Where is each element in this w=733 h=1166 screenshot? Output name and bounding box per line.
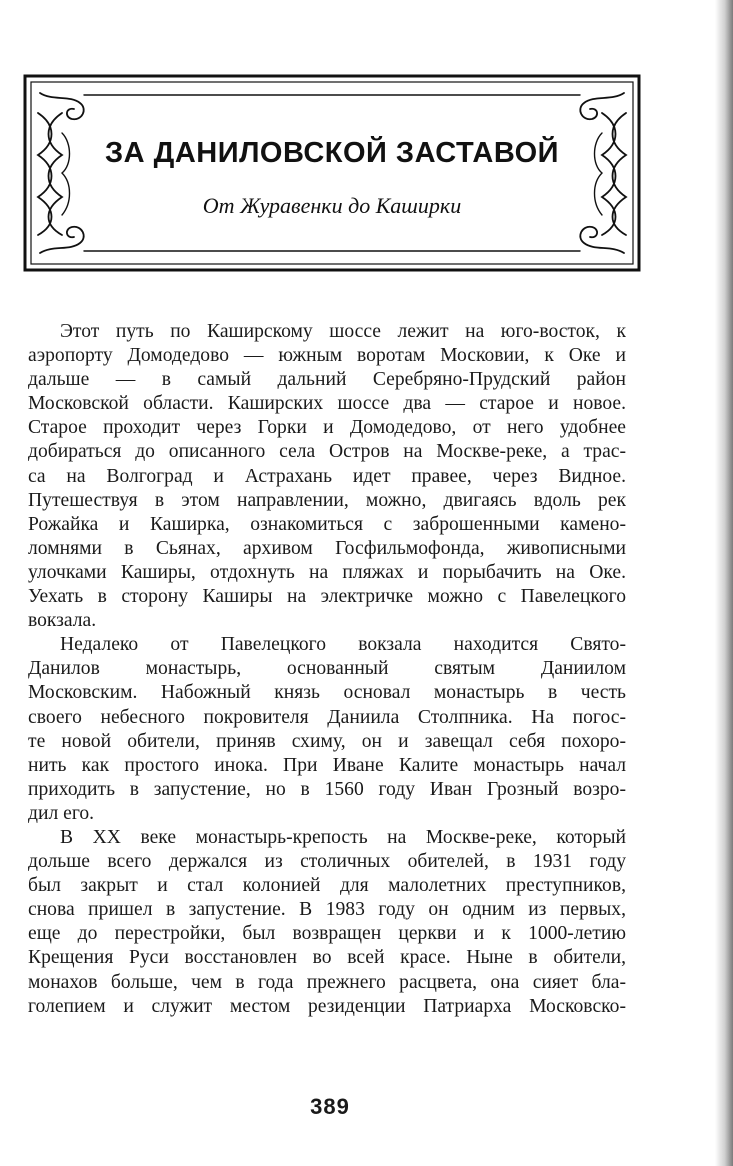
text-line: еще до перестройки, был возвращен церкви и к 1000-летию [28, 923, 626, 945]
page-number: 389 [310, 1094, 350, 1119]
text-line: своего небесного покровителя Даниила Столпника. На погос- [28, 706, 626, 728]
chapter-title: ЗА ДАНИЛОВСКОЙ ЗАСТАВОЙ [105, 137, 559, 169]
chapter-subtitle: От Журавенки до Каширки [202, 193, 462, 218]
text-line: голепием и служит местом резиденции Патриарха Московско- [28, 995, 626, 1017]
scan-edge-shadow [715, 0, 733, 1166]
text-line: Уехать в сторону Каширы на электричке можно с Павелецкого [28, 586, 626, 608]
chapter-header-frame [22, 73, 642, 273]
text-line: са на Волгоград и Астрахань идет правее, через Видное. [28, 465, 626, 487]
text-line: вокзала. [28, 610, 97, 632]
text-line: монахов больше, чем в года прежнего расцвета, она сияет бла- [28, 971, 626, 993]
text-line: Данилов монастырь, основанный святым Даниилом [28, 658, 626, 680]
paragraph [28, 826, 626, 1019]
text-line: Путешествуя в этом направлении, можно, двигаясь вдоль рек [28, 489, 626, 511]
text-line: дольше всего держался из столичных обителей, в 1931 году [28, 851, 626, 873]
text-line: дил его. [28, 802, 95, 824]
body-text [28, 320, 626, 1019]
text-line: Московским. Набожный князь основал монастырь в честь [28, 682, 626, 704]
text-line: Недалеко от Павелецкого вокзала находится Свято- [60, 634, 626, 656]
text-line: Старое проходит через Горки и Домодедово, от него удобнее [28, 417, 626, 439]
text-line: Московской области. Каширских шоссе два — старое и новое. [28, 393, 626, 415]
text-line: В XX веке монастырь-крепость на Москве-реке, который [60, 826, 626, 848]
text-line: ломнями в Сьянах, архивом Госфильмофонда, живописными [28, 537, 626, 559]
text-line: дальше — в самый дальний Серебряно-Прудский район [28, 369, 626, 391]
text-line: те новой обители, приняв схиму, он и завещал себя похоро- [28, 730, 626, 752]
text-line: аэропорту Домодедово — южным воротам Московии, к Оке и [28, 345, 626, 367]
text-line: Рожайка и Каширка, ознакомиться с заброшенными камено- [28, 513, 626, 535]
ornamental-border-icon [22, 73, 642, 273]
text-line: добираться до описанного села Остров на Москве-реке, а трас- [28, 441, 626, 463]
text-line: был закрыт и стал колонией для малолетних преступников, [28, 875, 626, 897]
paragraph [28, 633, 626, 826]
text-line: улочками Каширы, отдохнуть на пляжах и порыбачить на Оке. [28, 561, 626, 583]
text-line: нить как простого инока. При Иване Калите монастырь начал [28, 754, 626, 776]
paragraph [28, 320, 626, 633]
text-line: Этот путь по Каширскому шоссе лежит на юго-восток, к [60, 321, 626, 342]
text-line: снова пришел в запустение. В 1983 году он одним из первых, [28, 899, 626, 921]
text-line: Крещения Руси восстановлен во всей красе. Ныне в обители, [28, 947, 626, 969]
text-line: приходить в запустение, но в 1560 году Иван Грозный возро- [28, 778, 626, 800]
